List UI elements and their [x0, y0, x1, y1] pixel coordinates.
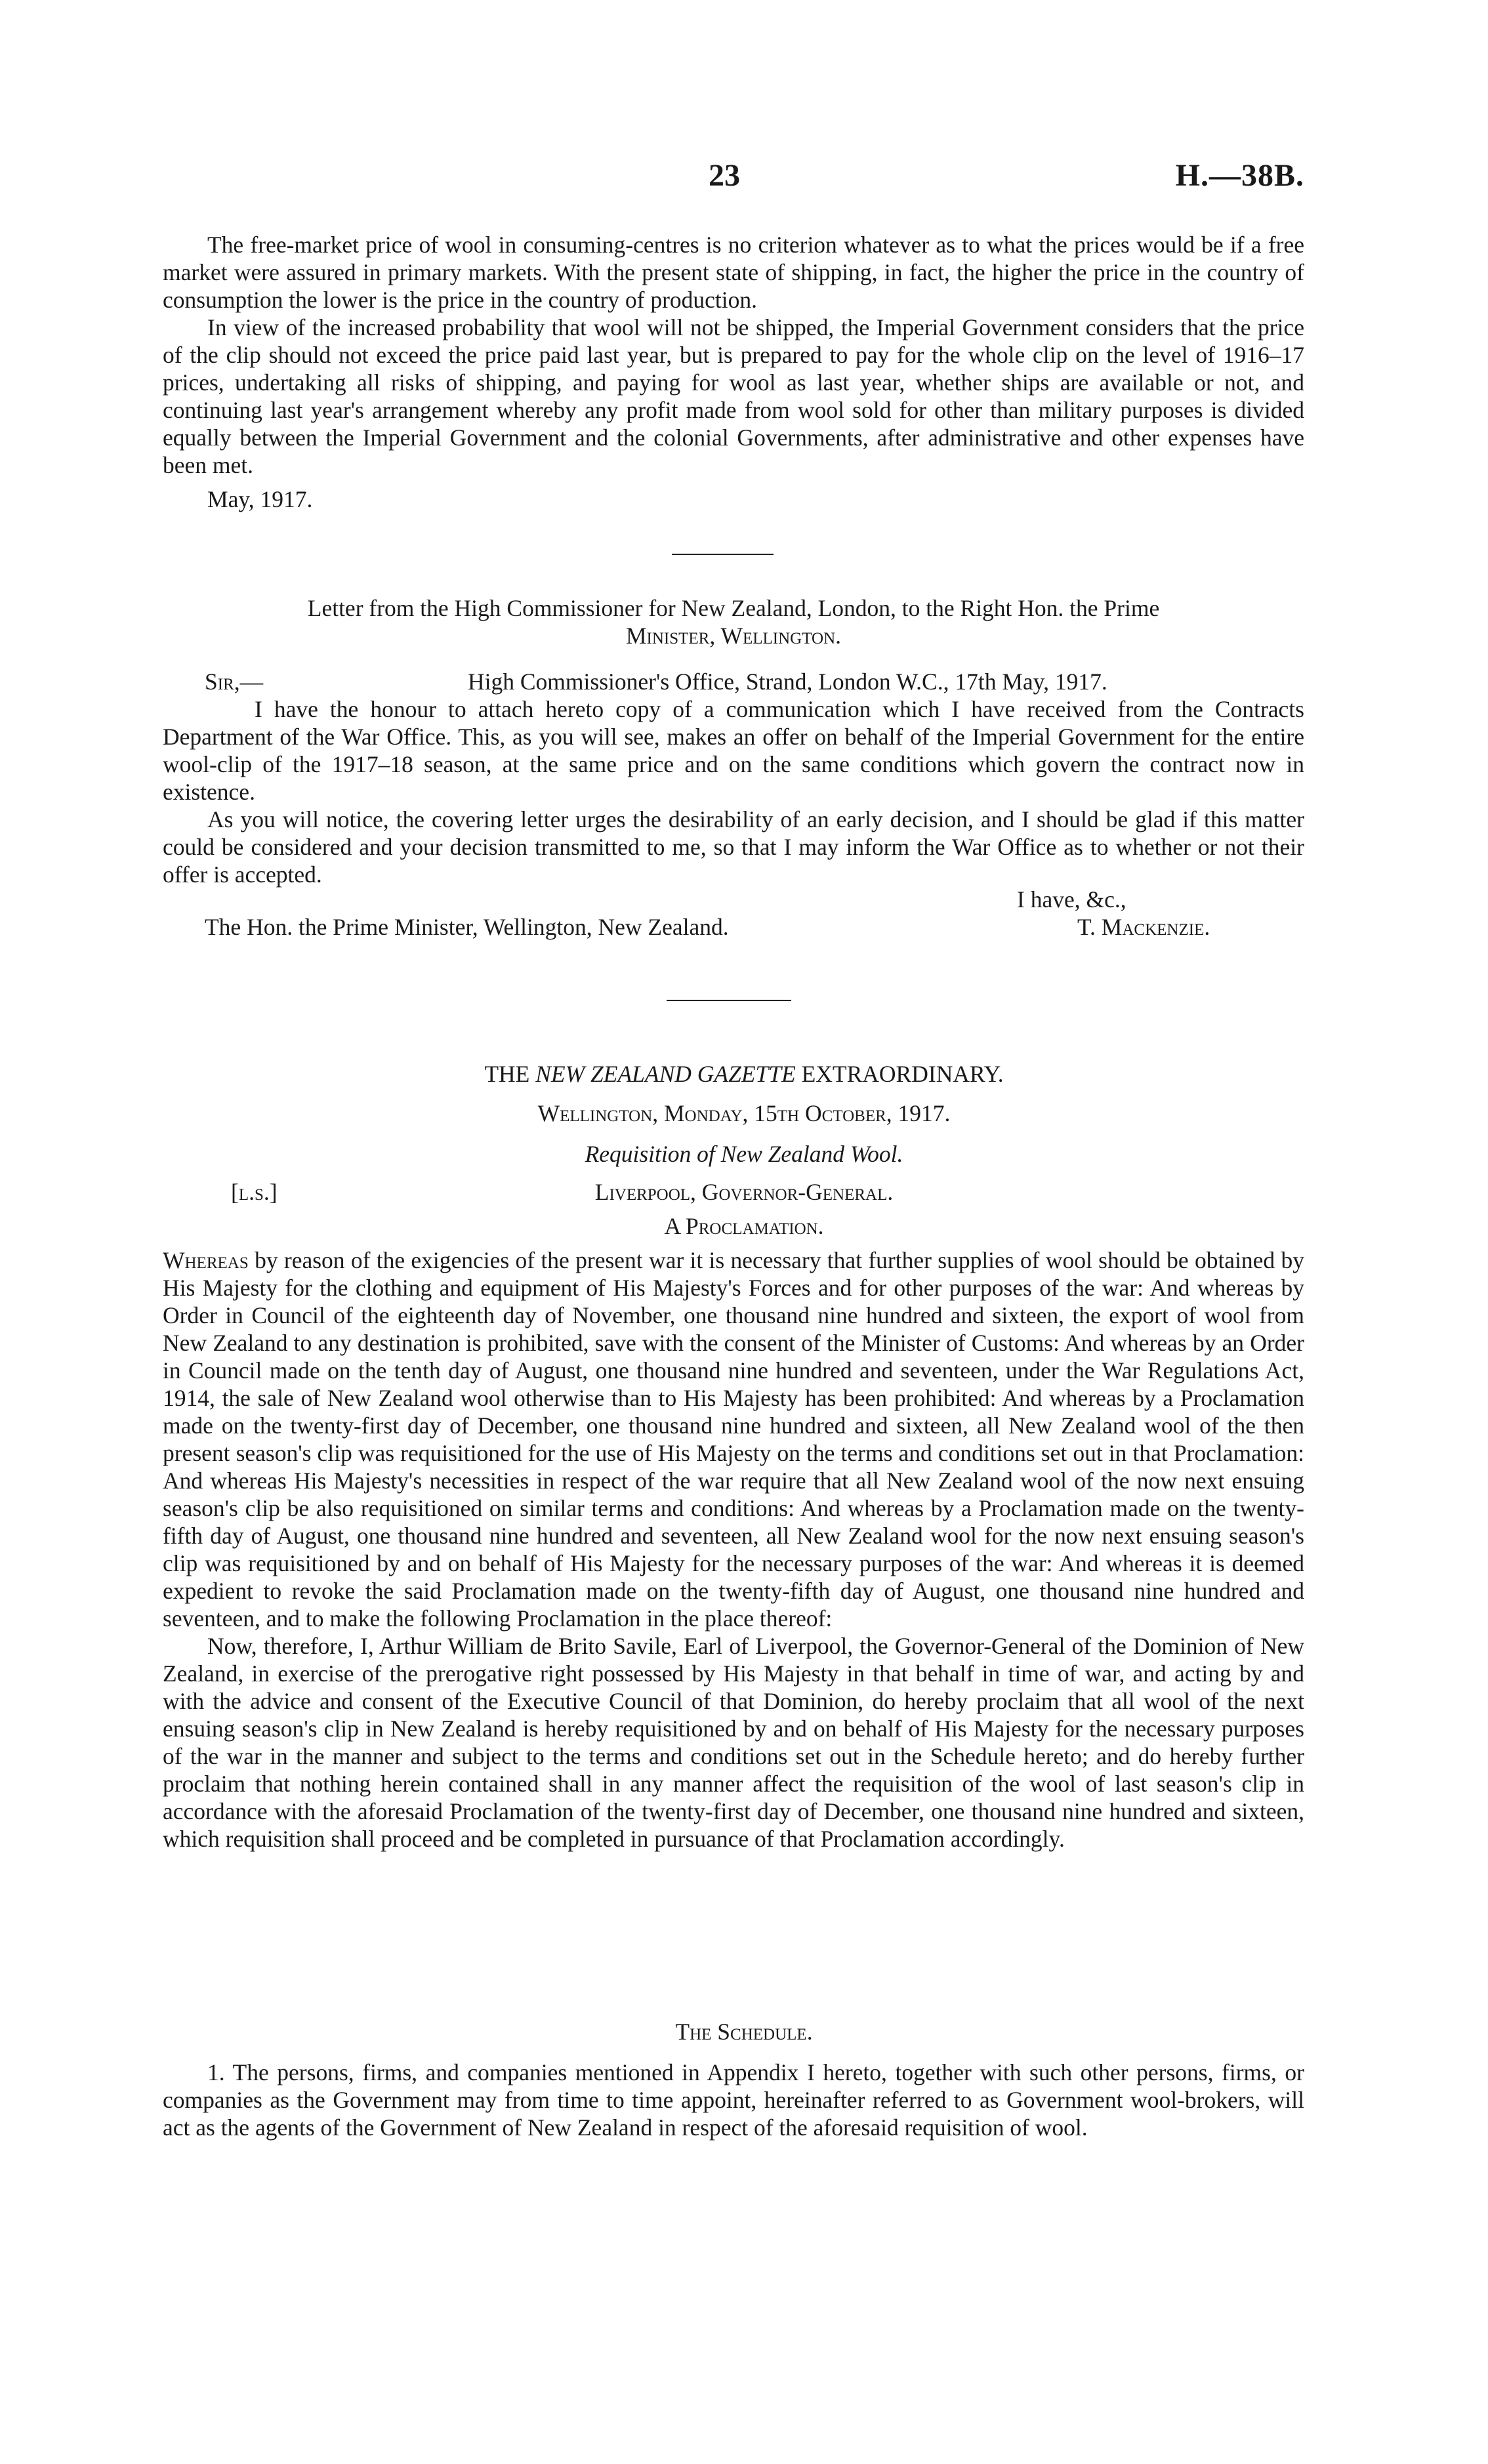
page-number: 23	[709, 158, 740, 193]
letter-heading	[163, 594, 1304, 649]
letter-body	[163, 695, 1304, 888]
whereas-lead: Whereas	[163, 1247, 249, 1273]
short-divider	[672, 554, 774, 555]
gazette-title-suffix: EXTRAORDINARY.	[801, 1061, 1004, 1087]
letter-signature: T. Mackenzie.	[1077, 914, 1210, 940]
schedule-title: The Schedule.	[675, 2019, 813, 2045]
seal-mark: [l.s.]	[231, 1179, 278, 1205]
gazette-dateline: Wellington, Monday, 15th October, 1917.	[537, 1100, 951, 1126]
now-therefore-paragraph: Now, therefore, I, Arthur William de Brito Savile, Earl of Liverpool, the Governor-General of the Dominion of New Zealand, in exercise of the prerogative right possessed by His Majesty in that behalf in time of war, and acting by and with the advice and consent of the Executive Council of that Dominion, do hereby proclaim that all wool of the next ensuing season's clip in New Zealand is hereby requisitioned by and on behalf of His Majesty for the necessary purposes of the war in the manner and subject to the terms and conditions set out in the Schedule hereto; and do hereby further proclaim that nothing herein contained shall in any manner affect the requisition of the wool of last season's clip in accordance with the aforesaid Proclamation of the twenty-first day of December, one thousand nine hundred and sixteen, which requisition shall proceed and be completed in pursuance of that Proclamation accordingly.	[163, 1633, 1304, 1852]
gazette-subject: Requisition of New Zealand Wool.	[585, 1141, 903, 1167]
proclamation-title: A Proclamation.	[664, 1213, 824, 1239]
letter-address: High Commissioner's Office, Strand, London W.C., 17th May, 1917.	[468, 668, 1107, 695]
letter-closing: I have, &c.,	[1017, 886, 1126, 913]
letter-paragraph-1: I have the honour to attach hereto copy of a communication which I have received from the Contracts Department of the War Office. This, as you will see, makes an offer on behalf of the Imperial Government for the entire wool-clip of the 1917–18 season, at the same price and on the same conditions which govern the contract now in existence.	[163, 696, 1304, 805]
intro-paragraph-2: In view of the increased probability that wool will not be shipped, the Imperial Government considers that the price of the clip should not exceed the price paid last year, but is prepared to pay for the whole clip on the level of 1916–17 prices, undertaking all risks of shipping, and paying for wool as last year, whether ships are available or not, and continuing last year's arrangement whereby any profit made from wool sold for other than military purposes is divided equally between the Imperial Government and the colonial Governments, after administrative and other expenses have been met.	[163, 314, 1304, 478]
whereas-text: by reason of the exigencies of the present war it is necessary that further supplies of wool should be obtained by His Majesty for the clothing and equipment of His Majesty's Forces and for other purposes of the war: And whereas by Order in Council of the eighteenth day of November, one thousand nine hundred and sixteen, the export of wool from New Zealand to any destination is prohibited, save with the consent of the Minister of Customs: And whereas by an Order in Council made on the tenth day of August, one thousand nine hundred and seventeen, under the War Regulations Act, 1914, the sale of New Zealand wool otherwise than to His Majesty has been prohibited: And whereas by a Proclamation made on the twenty-first day of December, one thousand nine hundred and sixteen, all New Zealand wool of the then present season's clip was requisitioned for the use of His Majesty on the terms and conditions set out in that Proclamation: And whereas His Majesty's necessities in respect of the war require that all New Zealand wool of the now next ensuing season's clip be also requisitioned on similar terms and conditions: And whereas by a Proclamation made on the twenty-fifth day of August, one thousand nine hundred and seventeen, all New Zealand wool for the now next ensuing season's clip was requisitioned by and on behalf of His Majesty for the necessary purposes of the war: And whereas it is deemed expedient to revoke the said Proclamation made on the twenty-fifth day of August, one thousand nine hundred and seventeen, and to make the following Proclamation in the place thereof:	[163, 1247, 1304, 1632]
gazette-title	[0, 1060, 1488, 1088]
letter-recipient: The Hon. the Prime Minister, Wellington, New Zealand.	[205, 914, 729, 940]
governor-line: Liverpool, Governor-General.	[594, 1179, 894, 1205]
schedule-section	[163, 2059, 1304, 2141]
gazette-title-name: NEW ZEALAND GAZETTE	[535, 1061, 796, 1087]
document-reference: H.—38B.	[1175, 158, 1304, 193]
intro-paragraph-1: The free-market price of wool in consuming-centres is no criterion whatever as to what the prices would be if a free market were assured in primary markets. With the present state of shipping, in fact, the higher the price in the country of consumption the lower is the price in the country of production.	[163, 232, 1304, 313]
whereas-paragraph	[163, 1246, 1304, 1632]
letter-salutation: Sir,—	[205, 668, 264, 695]
proclamation-body	[163, 1246, 1304, 1853]
letter-heading-line-2: Minister, Wellington.	[625, 623, 842, 649]
schedule-item-1: 1. The persons, firms, and companies mentioned in Appendix I hereto, together with such other persons, firms, or companies as the Government may from time to time appoint, hereinafter referred to as Government wool-brokers, will act as the agents of the Government of New Zealand in respect of the aforesaid requisition of wool.	[163, 2059, 1304, 2141]
section-divider	[667, 1000, 791, 1001]
letter-paragraph-2: As you will notice, the covering letter urges the desirability of an early decision, and I should be glad if this matter could be considered and your decision transmitted to me, so that I may inform the War Office as to whether or not their offer is accepted.	[163, 806, 1304, 888]
intro-section	[163, 231, 1304, 513]
gazette-title-prefix: THE	[484, 1061, 530, 1087]
intro-date: May, 1917.	[207, 486, 313, 512]
letter-heading-line-1: Letter from the High Commissioner for New Zealand, London, to the Right Hon. the Prime	[307, 595, 1160, 621]
